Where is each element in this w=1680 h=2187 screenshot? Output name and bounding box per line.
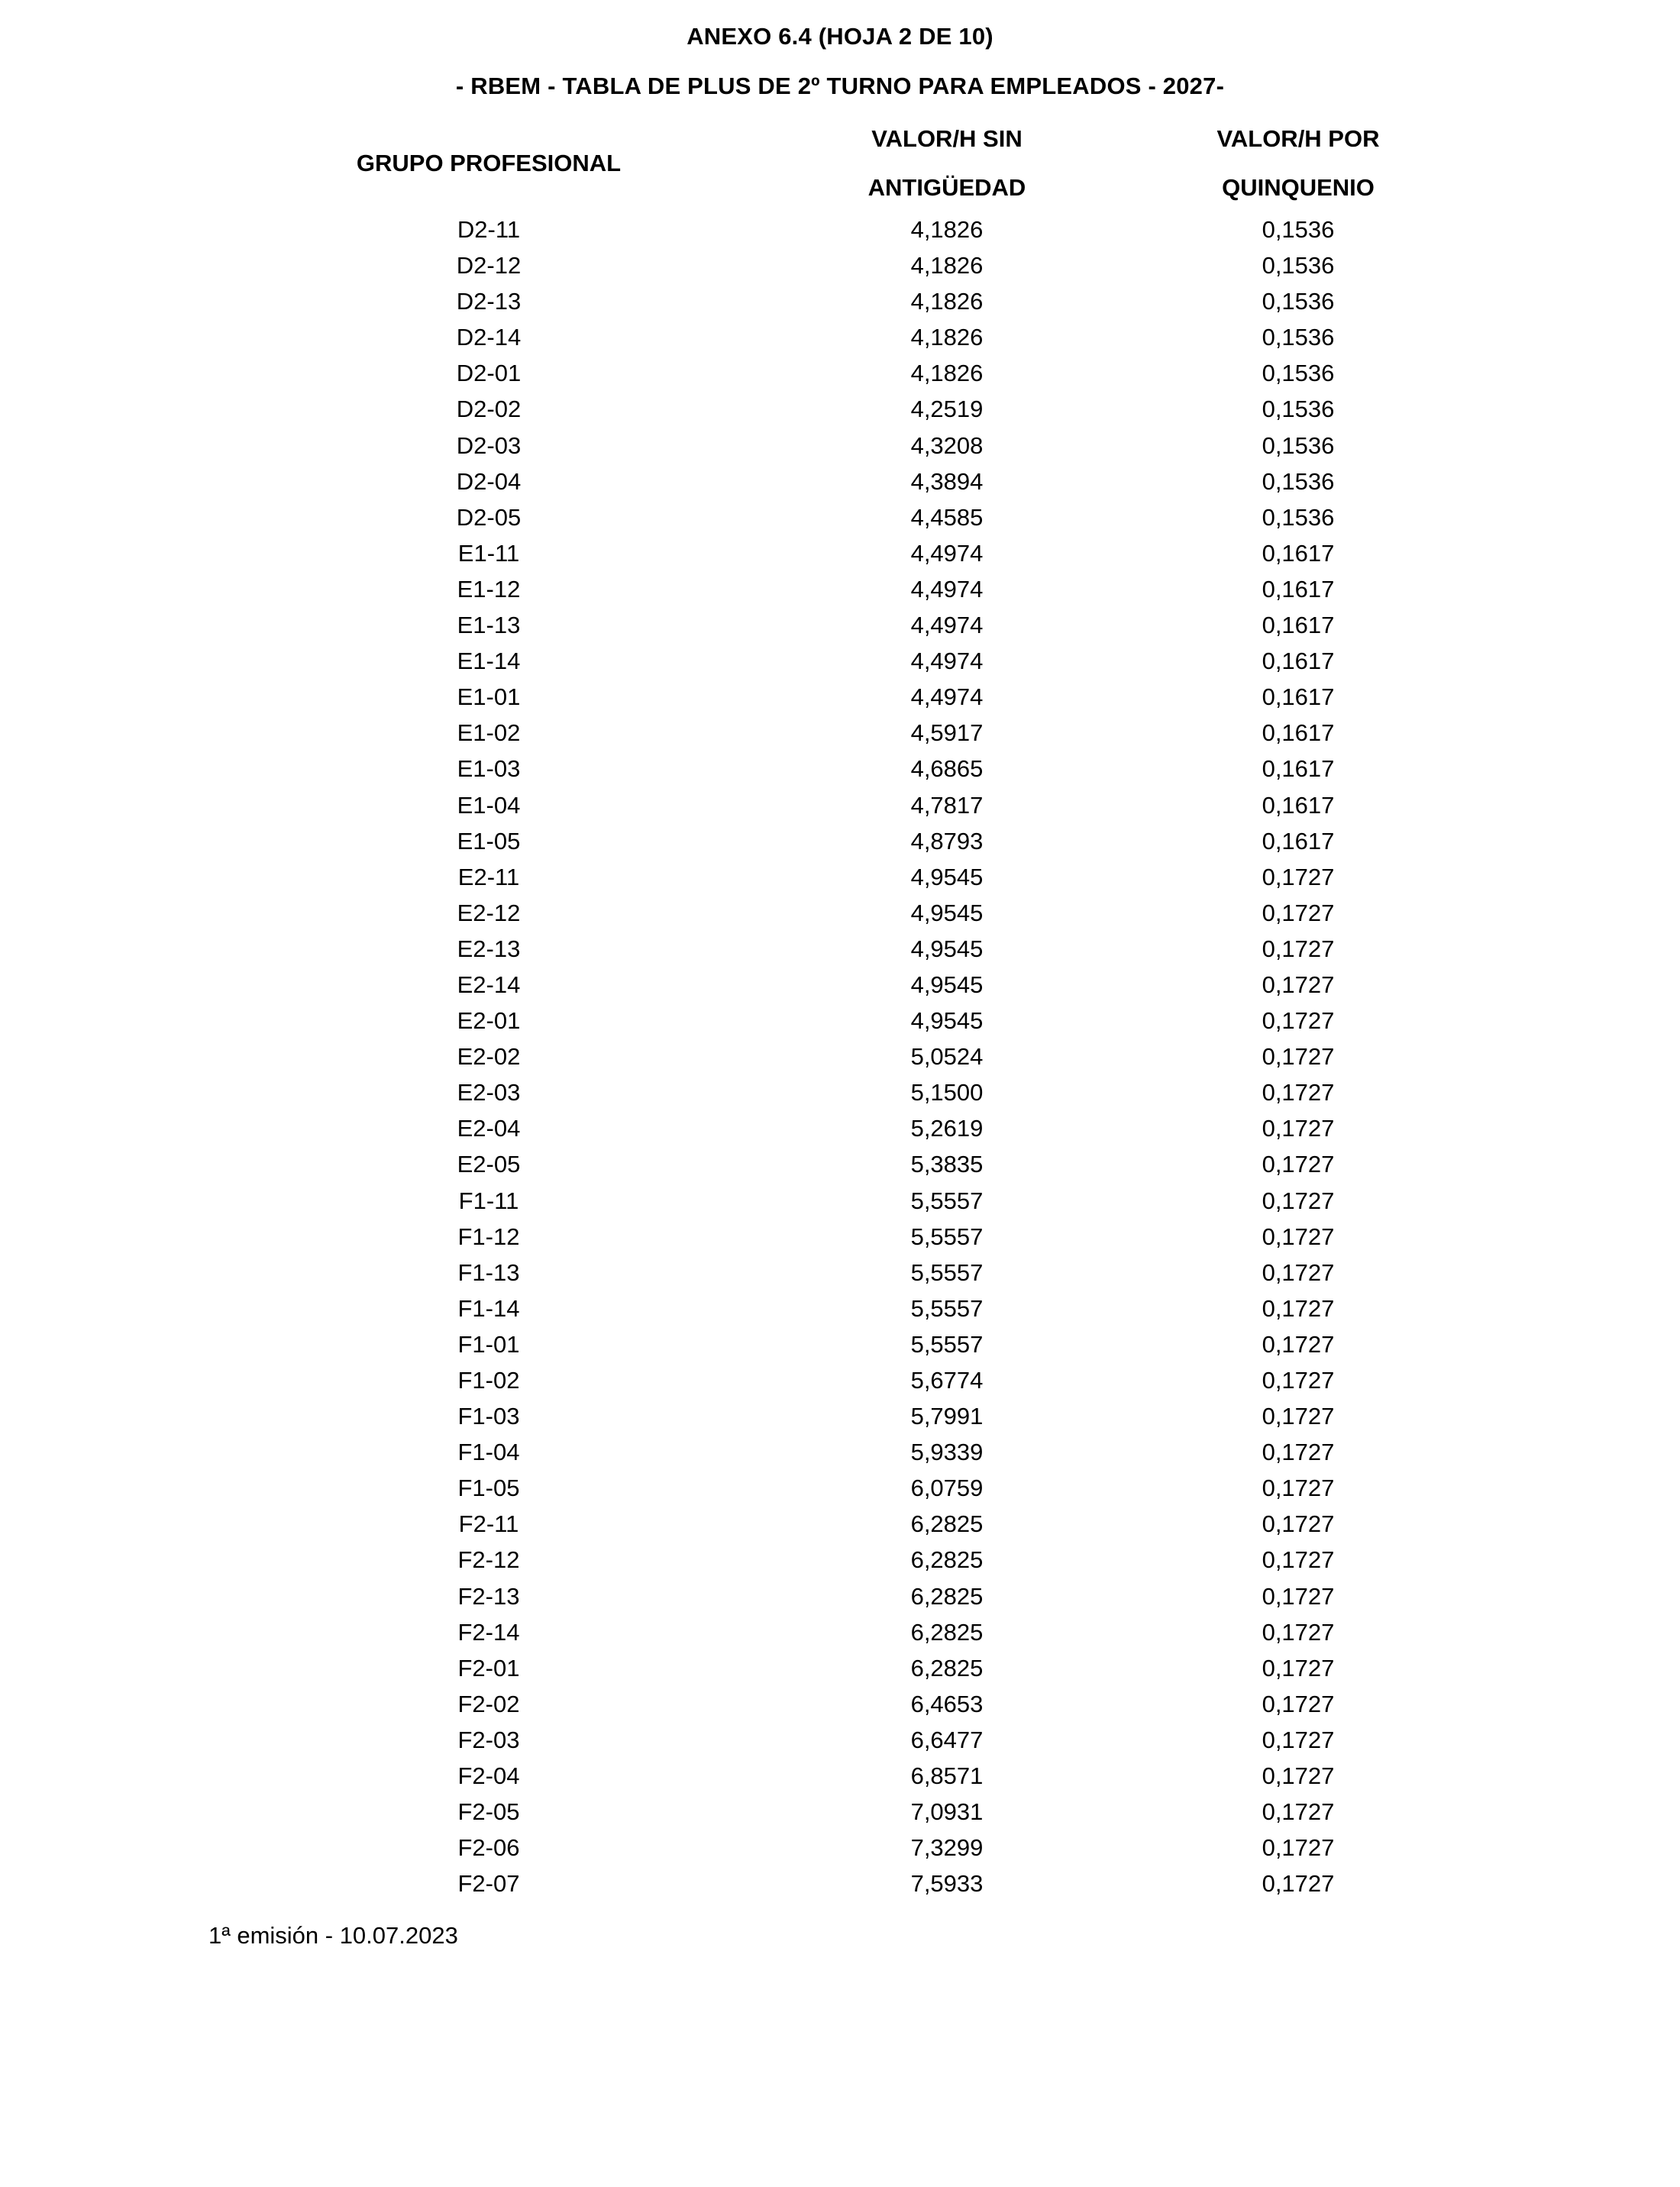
header-valor-quin-line1: VALOR/H POR — [1216, 125, 1380, 152]
cell-valor-quinquenio: 0,1727 — [1262, 1439, 1335, 1466]
cell-valor-sin: 5,5557 — [910, 1294, 984, 1322]
table-row — [0, 1506, 1680, 1542]
table-row — [0, 1291, 1680, 1326]
table-row — [0, 1219, 1680, 1255]
cell-valor-quinquenio: 0,1727 — [1262, 899, 1335, 926]
cell-grupo: E1-13 — [457, 612, 521, 639]
table-row — [0, 1398, 1680, 1434]
cell-grupo: D2-13 — [456, 288, 522, 315]
cell-valor-quinquenio: 0,1617 — [1262, 791, 1335, 819]
table-row — [0, 1362, 1680, 1398]
cell-valor-quinquenio: 0,1536 — [1262, 252, 1335, 279]
table-row — [0, 1003, 1680, 1039]
cell-valor-sin: 4,1826 — [910, 216, 984, 243]
table-row — [0, 571, 1680, 607]
table-row — [0, 715, 1680, 751]
table-row — [0, 1866, 1680, 1901]
cell-valor-quinquenio: 0,1536 — [1262, 431, 1335, 459]
cell-valor-sin: 4,8793 — [910, 827, 984, 854]
cell-grupo: D2-04 — [456, 467, 522, 495]
header-valor-sin-line1: VALOR/H SIN — [871, 125, 1023, 152]
table-row — [0, 428, 1680, 464]
cell-valor-sin: 6,6477 — [910, 1726, 984, 1753]
cell-valor-sin: 4,3208 — [910, 431, 984, 459]
table-row — [0, 1434, 1680, 1470]
cell-valor-sin: 5,6774 — [910, 1367, 984, 1394]
cell-valor-quinquenio: 0,1727 — [1262, 1510, 1335, 1538]
cell-grupo: F2-12 — [457, 1546, 520, 1574]
cell-valor-quinquenio: 0,1727 — [1262, 971, 1335, 998]
table-row — [0, 1830, 1680, 1866]
table-row — [0, 751, 1680, 787]
cell-grupo: E2-05 — [457, 1151, 521, 1178]
cell-grupo: E1-12 — [457, 575, 521, 602]
cell-valor-quinquenio: 0,1727 — [1262, 1115, 1335, 1142]
table-row — [0, 895, 1680, 931]
cell-valor-sin: 5,5557 — [910, 1258, 984, 1286]
cell-grupo: E1-05 — [457, 827, 521, 854]
cell-grupo: E1-03 — [457, 755, 521, 783]
header-valor-quin-line2: QUINQUENIO — [1222, 174, 1375, 201]
anexo-title: ANEXO 6.4 (HOJA 2 DE 10) — [687, 23, 993, 50]
cell-grupo: F1-04 — [457, 1439, 520, 1466]
cell-valor-quinquenio: 0,1536 — [1262, 467, 1335, 495]
cell-grupo: F1-02 — [457, 1367, 520, 1394]
cell-valor-sin: 7,3299 — [910, 1834, 984, 1862]
table-row — [0, 1074, 1680, 1110]
table-row — [0, 1578, 1680, 1614]
cell-grupo: D2-14 — [456, 324, 522, 351]
cell-valor-sin: 6,2825 — [910, 1618, 984, 1646]
header-valor-quinquenio — [1145, 115, 1451, 212]
cell-valor-sin: 6,2825 — [910, 1582, 984, 1610]
cell-valor-quinquenio: 0,1727 — [1262, 1798, 1335, 1826]
cell-grupo: D2-05 — [456, 503, 522, 531]
cell-valor-quinquenio: 0,1727 — [1262, 935, 1335, 962]
cell-grupo: F2-02 — [457, 1690, 520, 1717]
cell-grupo: D2-11 — [457, 216, 521, 243]
cell-grupo: F2-07 — [457, 1870, 520, 1898]
cell-grupo: F2-11 — [458, 1510, 519, 1538]
cell-valor-sin: 4,9545 — [910, 1007, 984, 1035]
cell-valor-quinquenio: 0,1727 — [1262, 1330, 1335, 1358]
table-row — [0, 1039, 1680, 1074]
cell-valor-quinquenio: 0,1727 — [1262, 1834, 1335, 1862]
cell-grupo: F1-12 — [457, 1223, 520, 1250]
table-row — [0, 859, 1680, 895]
cell-valor-quinquenio: 0,1617 — [1262, 683, 1335, 711]
table-row — [0, 823, 1680, 859]
footer-note: 1ª emisión - 10.07.2023 — [208, 1922, 458, 1949]
cell-grupo: E1-04 — [457, 791, 521, 819]
table-row — [0, 1110, 1680, 1146]
cell-valor-sin: 7,0931 — [910, 1798, 984, 1826]
cell-valor-sin: 4,3894 — [910, 467, 984, 495]
cell-valor-quinquenio: 0,1617 — [1262, 612, 1335, 639]
cell-valor-quinquenio: 0,1727 — [1262, 1294, 1335, 1322]
cell-grupo: F2-05 — [457, 1798, 520, 1826]
cell-grupo: F1-03 — [457, 1403, 520, 1430]
cell-valor-quinquenio: 0,1536 — [1262, 396, 1335, 423]
cell-valor-sin: 5,5557 — [910, 1223, 984, 1250]
table-row — [0, 391, 1680, 427]
cell-valor-sin: 5,3835 — [910, 1151, 984, 1178]
cell-valor-quinquenio: 0,1727 — [1262, 1690, 1335, 1717]
header-valor-sin-antiguedad — [794, 115, 1100, 212]
cell-valor-quinquenio: 0,1536 — [1262, 216, 1335, 243]
cell-valor-quinquenio: 0,1727 — [1262, 1618, 1335, 1646]
cell-grupo: E2-13 — [457, 935, 521, 962]
table-row — [0, 967, 1680, 1003]
table-row — [0, 212, 1680, 247]
cell-valor-sin: 5,5557 — [910, 1330, 984, 1358]
cell-grupo: E2-02 — [457, 1043, 521, 1071]
cell-valor-quinquenio: 0,1727 — [1262, 1762, 1335, 1790]
cell-grupo: F2-14 — [457, 1618, 520, 1646]
cell-grupo: E2-03 — [457, 1079, 521, 1106]
table-row — [0, 535, 1680, 571]
cell-valor-quinquenio: 0,1617 — [1262, 827, 1335, 854]
table-row — [0, 1758, 1680, 1794]
cell-valor-quinquenio: 0,1727 — [1262, 1367, 1335, 1394]
cell-valor-sin: 4,6865 — [910, 755, 984, 783]
cell-valor-quinquenio: 0,1727 — [1262, 1258, 1335, 1286]
cell-valor-quinquenio: 0,1727 — [1262, 1870, 1335, 1898]
cell-valor-quinquenio: 0,1727 — [1262, 1654, 1335, 1681]
cell-valor-sin: 4,1826 — [910, 252, 984, 279]
cell-valor-sin: 6,8571 — [910, 1762, 984, 1790]
cell-valor-sin: 5,5557 — [910, 1187, 984, 1214]
cell-valor-quinquenio: 0,1727 — [1262, 1582, 1335, 1610]
table-title: - RBEM - TABLA DE PLUS DE 2º TURNO PARA EMPLEADOS - 2027- — [455, 73, 1225, 99]
cell-valor-sin: 7,5933 — [910, 1870, 984, 1898]
cell-grupo: F2-04 — [457, 1762, 520, 1790]
cell-valor-quinquenio: 0,1617 — [1262, 719, 1335, 747]
table-row — [0, 283, 1680, 319]
cell-valor-quinquenio: 0,1727 — [1262, 1187, 1335, 1214]
cell-grupo: F2-03 — [457, 1726, 520, 1753]
cell-valor-sin: 4,4974 — [910, 648, 984, 675]
cell-valor-quinquenio: 0,1727 — [1262, 1007, 1335, 1035]
cell-grupo: D2-01 — [456, 360, 522, 387]
cell-valor-sin: 4,4585 — [910, 503, 984, 531]
cell-grupo: E1-11 — [457, 539, 520, 567]
cell-valor-sin: 4,4974 — [910, 575, 984, 602]
cell-valor-sin: 4,9545 — [910, 899, 984, 926]
cell-grupo: E1-14 — [457, 648, 521, 675]
header-grupo-profesional: GRUPO PROFESIONAL — [356, 150, 622, 176]
cell-valor-sin: 4,1826 — [910, 324, 984, 351]
cell-valor-quinquenio: 0,1727 — [1262, 1043, 1335, 1071]
table-row — [0, 787, 1680, 823]
cell-valor-sin: 4,4974 — [910, 683, 984, 711]
table-row — [0, 643, 1680, 679]
cell-grupo: D2-12 — [456, 252, 522, 279]
table-row — [0, 499, 1680, 535]
table-row — [0, 1326, 1680, 1362]
cell-grupo: D2-03 — [456, 431, 522, 459]
cell-grupo: F1-05 — [457, 1475, 520, 1502]
cell-valor-sin: 4,7817 — [910, 791, 984, 819]
cell-grupo: F1-14 — [457, 1294, 520, 1322]
cell-valor-sin: 4,4974 — [910, 612, 984, 639]
cell-valor-sin: 4,1826 — [910, 288, 984, 315]
cell-valor-quinquenio: 0,1617 — [1262, 575, 1335, 602]
header-valor-sin-line2: ANTIGÜEDAD — [867, 174, 1026, 201]
cell-valor-sin: 4,5917 — [910, 719, 984, 747]
cell-valor-sin: 4,9545 — [910, 863, 984, 890]
cell-valor-quinquenio: 0,1727 — [1262, 1223, 1335, 1250]
cell-grupo: E2-12 — [457, 899, 521, 926]
cell-grupo: E1-02 — [457, 719, 521, 747]
cell-valor-quinquenio: 0,1617 — [1262, 648, 1335, 675]
cell-valor-sin: 5,0524 — [910, 1043, 984, 1071]
table-row — [0, 355, 1680, 391]
table-row — [0, 1686, 1680, 1722]
cell-valor-quinquenio: 0,1727 — [1262, 1546, 1335, 1574]
cell-valor-sin: 6,2825 — [910, 1510, 984, 1538]
cell-valor-sin: 4,2519 — [910, 396, 984, 423]
table-row — [0, 319, 1680, 355]
table-row — [0, 1542, 1680, 1578]
cell-grupo: E1-01 — [457, 683, 521, 711]
cell-valor-sin: 5,2619 — [910, 1115, 984, 1142]
cell-valor-quinquenio: 0,1536 — [1262, 360, 1335, 387]
cell-valor-quinquenio: 0,1727 — [1262, 1726, 1335, 1753]
cell-grupo: E2-01 — [457, 1007, 521, 1035]
cell-grupo: F1-11 — [458, 1187, 519, 1214]
table-row — [0, 1255, 1680, 1291]
cell-grupo: E2-14 — [457, 971, 521, 998]
cell-valor-sin: 4,9545 — [910, 935, 984, 962]
table-row — [0, 1146, 1680, 1182]
cell-valor-quinquenio: 0,1727 — [1262, 1079, 1335, 1106]
cell-grupo: F1-01 — [457, 1330, 520, 1358]
cell-valor-quinquenio: 0,1536 — [1262, 324, 1335, 351]
cell-valor-sin: 4,9545 — [910, 971, 984, 998]
cell-valor-quinquenio: 0,1727 — [1262, 863, 1335, 890]
cell-grupo: E2-04 — [457, 1115, 521, 1142]
cell-grupo: F2-06 — [457, 1834, 520, 1862]
table-row — [0, 1183, 1680, 1219]
cell-valor-sin: 6,0759 — [910, 1475, 984, 1502]
cell-valor-quinquenio: 0,1617 — [1262, 539, 1335, 567]
table-row — [0, 1794, 1680, 1830]
cell-valor-quinquenio: 0,1536 — [1262, 288, 1335, 315]
cell-grupo: F2-01 — [457, 1654, 520, 1681]
table-row — [0, 464, 1680, 499]
cell-valor-sin: 4,1826 — [910, 360, 984, 387]
table-row — [0, 1614, 1680, 1650]
cell-valor-sin: 6,2825 — [910, 1546, 984, 1574]
table-row — [0, 1650, 1680, 1686]
cell-valor-sin: 5,7991 — [910, 1403, 984, 1430]
cell-grupo: F1-13 — [457, 1258, 520, 1286]
cell-valor-sin: 5,1500 — [910, 1079, 984, 1106]
table-row — [0, 679, 1680, 715]
table-body — [0, 212, 1680, 1901]
cell-valor-quinquenio: 0,1727 — [1262, 1403, 1335, 1430]
table-row — [0, 1722, 1680, 1758]
cell-valor-sin: 4,4974 — [910, 539, 984, 567]
cell-valor-quinquenio: 0,1617 — [1262, 755, 1335, 783]
table-row — [0, 931, 1680, 967]
table-row — [0, 1470, 1680, 1506]
cell-grupo: D2-02 — [456, 396, 522, 423]
table-row — [0, 247, 1680, 283]
cell-valor-sin: 6,4653 — [910, 1690, 984, 1717]
cell-grupo: E2-11 — [457, 863, 520, 890]
cell-valor-quinquenio: 0,1536 — [1262, 503, 1335, 531]
cell-valor-quinquenio: 0,1727 — [1262, 1151, 1335, 1178]
cell-valor-quinquenio: 0,1727 — [1262, 1475, 1335, 1502]
cell-grupo: F2-13 — [457, 1582, 520, 1610]
table-row — [0, 607, 1680, 643]
cell-valor-sin: 6,2825 — [910, 1654, 984, 1681]
cell-valor-sin: 5,9339 — [910, 1439, 984, 1466]
